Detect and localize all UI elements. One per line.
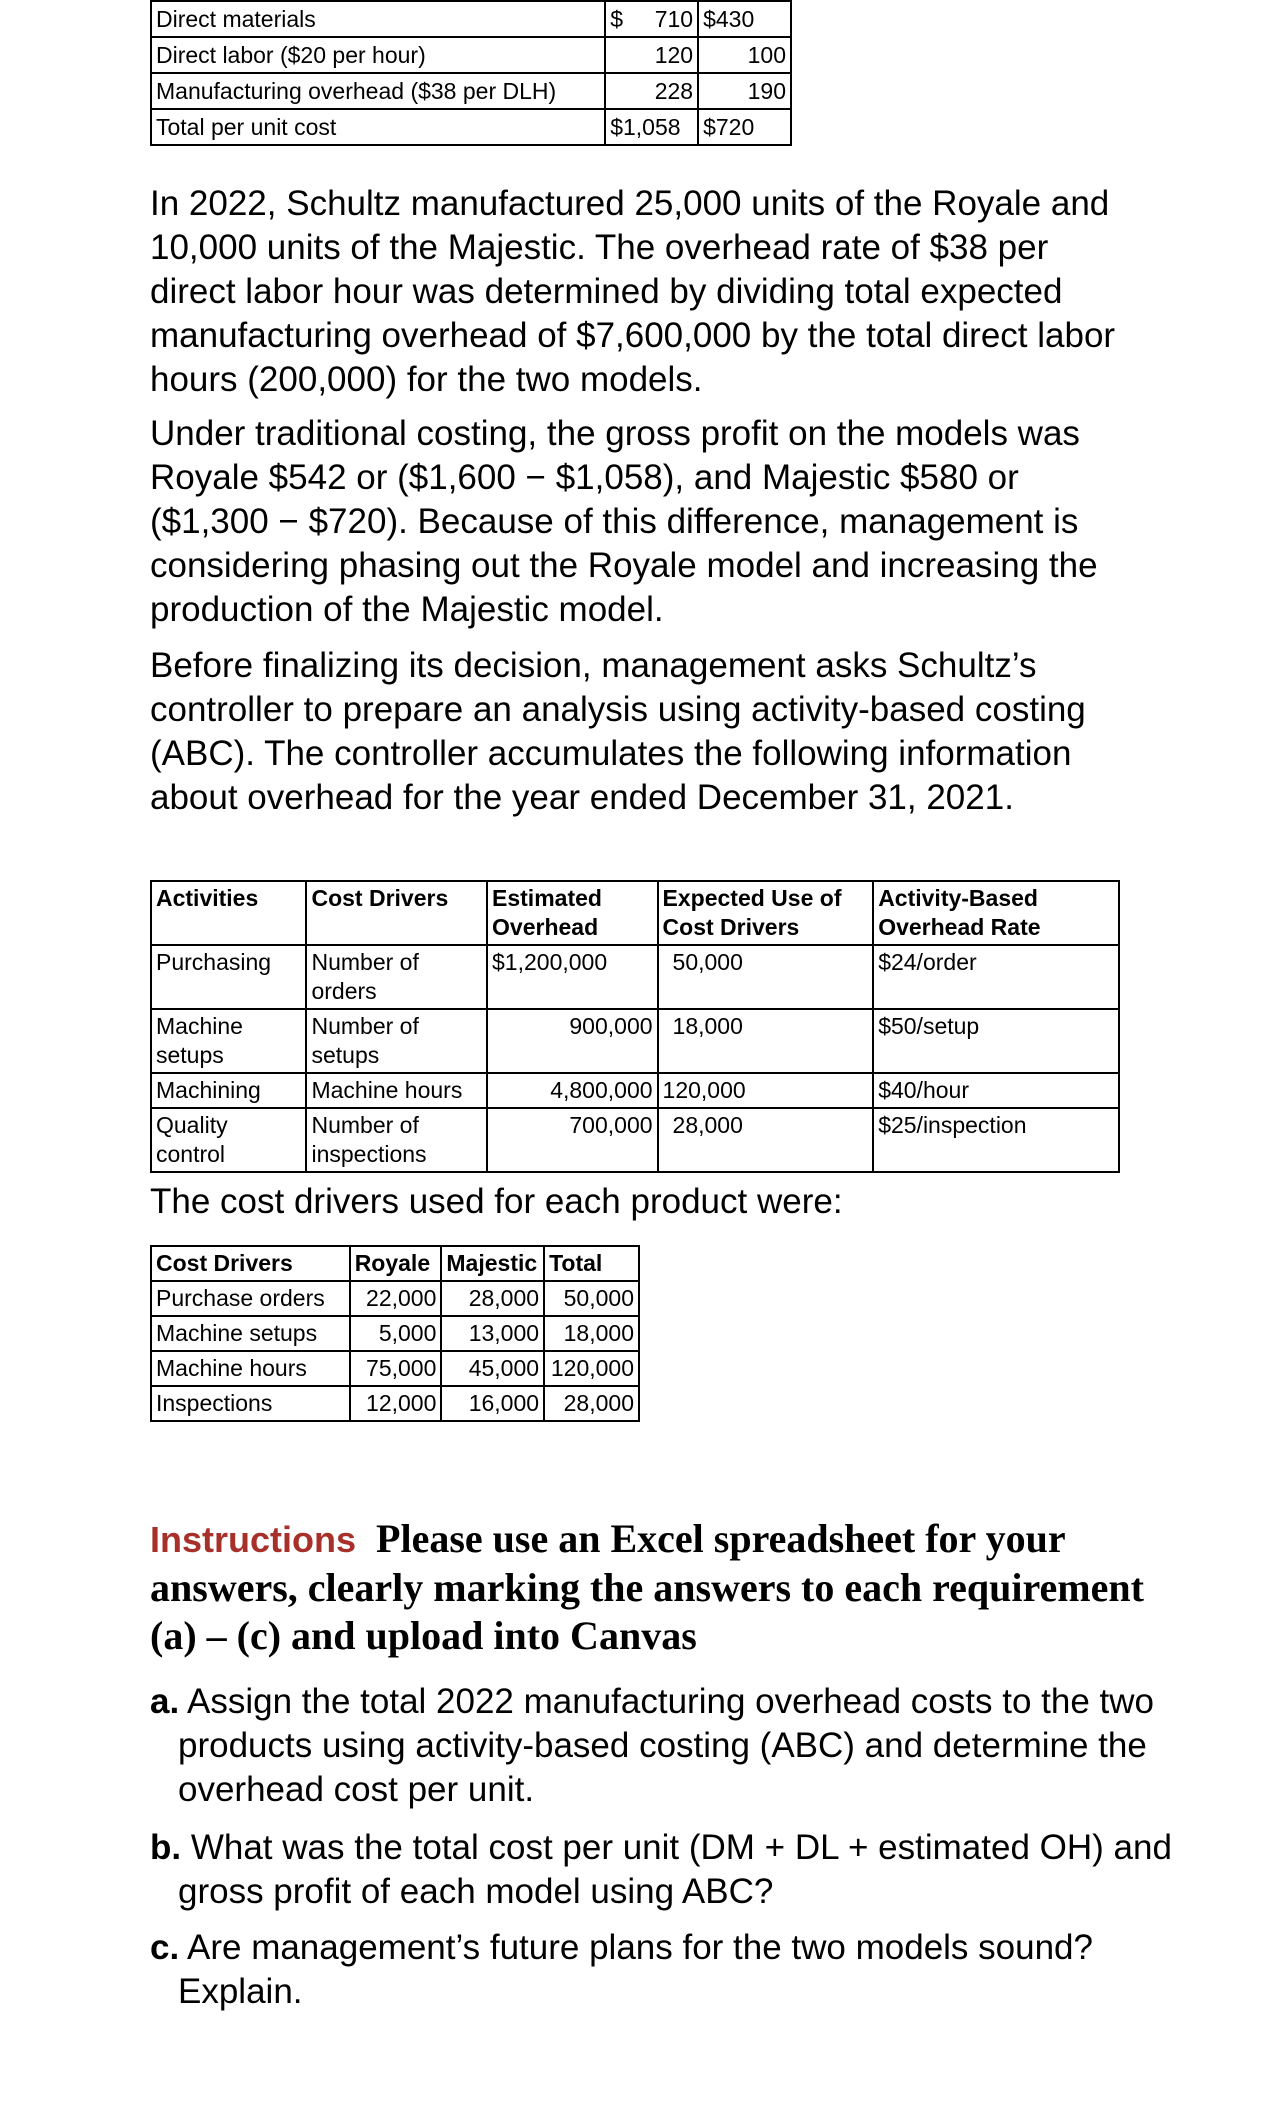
question-text: Assign the total 2022 manufacturing overhead costs to the two products using activity-based costing (ABC) and determine the overhead cost per unit. — [178, 1682, 1154, 1809]
activity-cell: Quality control — [151, 1108, 306, 1172]
driver-cell: Number of setups — [306, 1009, 487, 1073]
royale-value: 710 — [654, 6, 694, 32]
table-row — [151, 1351, 639, 1386]
question-text: What was the total cost per unit (DM + DL + estimated OH) and gross profit of each model using ABC? — [178, 1828, 1172, 1911]
row-label: Direct materials — [151, 1, 605, 37]
paragraph-traditional-costing: Under traditional costing, the gross profit on the models was Royale $542 or ($1,600 − $1,058), and Majestic $580 or ($1,300 − $720). Because of this difference, management is considering phasing out the Royale model and increasing the production of the Majestic model. — [150, 414, 1098, 629]
column-header: Majestic — [441, 1246, 544, 1281]
activity-cell: Machine setups — [151, 1009, 306, 1073]
expected-use-cell: 50,000 — [658, 945, 874, 1009]
currency-symbol: $ — [610, 6, 623, 32]
cost-driver-intro: The cost drivers used for each product were: — [150, 1182, 843, 1221]
table-row — [151, 1386, 639, 1421]
royale-cell: 12,000 — [350, 1386, 442, 1421]
table-row — [151, 109, 791, 145]
question-a — [150, 1680, 1178, 1812]
table-row — [151, 1281, 639, 1316]
question-letter: a. — [150, 1682, 180, 1721]
activity-cell: Machining — [151, 1073, 306, 1108]
total-cell: 28,000 — [544, 1386, 639, 1421]
instructions-label: Instructions — [150, 1519, 357, 1560]
total-cell: 18,000 — [544, 1316, 639, 1351]
expected-use-cell: 18,000 — [658, 1009, 874, 1073]
royale-value: 228 — [605, 73, 698, 109]
total-cell: 120,000 — [544, 1351, 639, 1386]
total-cell: 50,000 — [544, 1281, 639, 1316]
table-row — [151, 73, 791, 109]
driver-cell: Purchase orders — [151, 1281, 350, 1316]
question-letter: b. — [150, 1828, 182, 1867]
column-header: Activity-Based Overhead Rate — [873, 881, 1119, 945]
column-header: Estimated Overhead — [487, 881, 658, 945]
majestic-value: 100 — [698, 37, 791, 73]
majestic-cell: 45,000 — [441, 1351, 544, 1386]
royale-cell: 22,000 — [350, 1281, 442, 1316]
table-row — [151, 1, 791, 37]
rate-cell: $24/order — [873, 945, 1119, 1009]
driver-cell: Machine hours — [306, 1073, 487, 1108]
royale-cell: 5,000 — [350, 1316, 442, 1351]
rate-cell: $25/inspection — [873, 1108, 1119, 1172]
overhead-cell: 900,000 — [487, 1009, 658, 1073]
instructions-block — [150, 1515, 1150, 1660]
expected-use-cell: 120,000 — [658, 1073, 874, 1108]
expected-use-cell: 28,000 — [658, 1108, 874, 1172]
majestic-value: $430 — [698, 1, 791, 37]
majestic-cell: 28,000 — [441, 1281, 544, 1316]
cost-driver-table — [150, 1245, 640, 1422]
column-header: Cost Drivers — [306, 881, 487, 945]
row-label: Total per unit cost — [151, 109, 605, 145]
majestic-value: $720 — [698, 109, 791, 145]
table-row — [151, 1316, 639, 1351]
question-c — [150, 1926, 1178, 2014]
majestic-value: 190 — [698, 73, 791, 109]
driver-cell: Number of inspections — [306, 1108, 487, 1172]
column-header: Expected Use of Cost Drivers — [658, 881, 874, 945]
driver-cell: Machine hours — [151, 1351, 350, 1386]
column-header: Royale — [350, 1246, 442, 1281]
royale-value: $1,058 — [605, 109, 698, 145]
table-header-row — [151, 881, 1119, 945]
activity-cell: Purchasing — [151, 945, 306, 1009]
royale-value: 120 — [605, 37, 698, 73]
overhead-cell: $1,200,000 — [487, 945, 658, 1009]
column-header: Total — [544, 1246, 639, 1281]
driver-cell: Machine setups — [151, 1316, 350, 1351]
instructions-text: Please use an Excel spreadsheet for your answers, clearly marking the answers to each requirement (a) – (c) and upload into Canvas — [150, 1516, 1144, 1658]
activity-table — [150, 880, 1120, 1173]
table-header-row — [151, 1246, 639, 1281]
overhead-cell: 700,000 — [487, 1108, 658, 1172]
question-text: Are management’s future plans for the two models sound? Explain. — [178, 1928, 1093, 2011]
column-header: Activities — [151, 881, 306, 945]
rate-cell: $40/hour — [873, 1073, 1119, 1108]
table-row — [151, 945, 1119, 1009]
row-label: Manufacturing overhead ($38 per DLH) — [151, 73, 605, 109]
unit-cost-table — [150, 0, 792, 146]
column-header: Cost Drivers — [151, 1246, 350, 1281]
question-b — [150, 1826, 1178, 1914]
table-row — [151, 1108, 1119, 1172]
overhead-cell: 4,800,000 — [487, 1073, 658, 1108]
paragraph-abc-request: Before finalizing its decision, management asks Schultz’s controller to prepare an analysis using activity-based costing (ABC). The controller accumulates the following information about overhead for the year ended December 31, 2021. — [150, 646, 1086, 817]
table-row — [151, 1073, 1119, 1108]
question-letter: c. — [150, 1928, 180, 1967]
paragraph-production: In 2022, Schultz manufactured 25,000 units of the Royale and 10,000 units of the Majestic. The overhead rate of $38 per direct labor hour was determined by dividing total expected manufacturing overhead of $7,600,000 by the total direct labor hours (200,000) for the two models. — [150, 184, 1116, 399]
majestic-cell: 16,000 — [441, 1386, 544, 1421]
majestic-cell: 13,000 — [441, 1316, 544, 1351]
row-label: Direct labor ($20 per hour) — [151, 37, 605, 73]
table-row — [151, 37, 791, 73]
royale-cell: 75,000 — [350, 1351, 442, 1386]
driver-cell: Number of orders — [306, 945, 487, 1009]
rate-cell: $50/setup — [873, 1009, 1119, 1073]
table-row — [151, 1009, 1119, 1073]
driver-cell: Inspections — [151, 1386, 350, 1421]
